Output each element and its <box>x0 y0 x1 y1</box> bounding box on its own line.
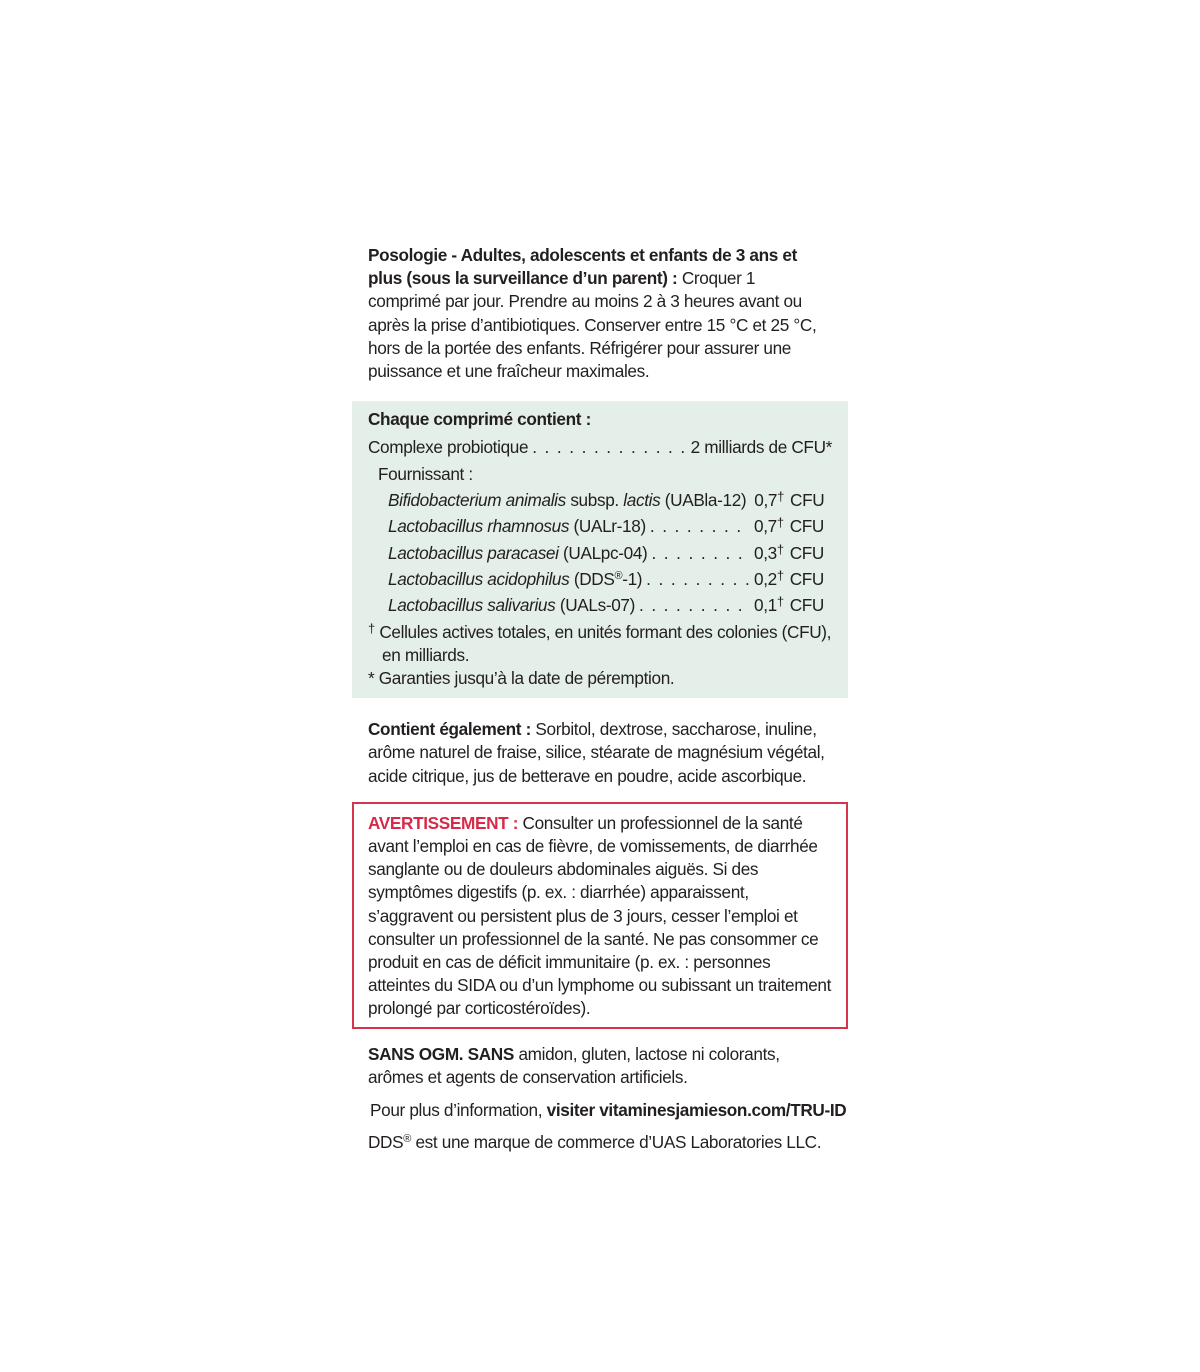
strain-name: Lactobacillus salivarius (UALs-07) <box>388 595 635 616</box>
providing-label: Fournissant : <box>378 463 473 484</box>
dosage-section <box>352 244 848 383</box>
info-link[interactable]: visiter vitaminesjamieson.com/TRU-ID <box>546 1099 847 1120</box>
other-ingredients <box>352 718 848 788</box>
info-text: Pour plus d’information, <box>370 1099 543 1120</box>
complex-value: 2 milliards de CFU* <box>690 437 832 458</box>
leader-dots <box>646 566 750 592</box>
strain-amount: 0,1† CFU <box>753 594 824 616</box>
leader-dots <box>651 540 750 566</box>
warning-text: Consulter un professionnel de la santé avant l’emploi en cas de fièvre, de vomissements, de diarrhée sanglante ou de douleurs abdominales aiguës. Si des symptômes digestifs (p. ex. : diarrhée) apparaissent, s’aggravent ou persistent plus de 3 jours, cesser l’emploi et consulter un professionnel de la santé. Ne pas consommer ce produit en cas de déficit immunitaire (p. ex. : personnes atteintes du SIDA ou d’un lymphome ou subissant un traitement prolongé par corticostéroïdes). <box>368 812 832 1019</box>
strain-name: Lactobacillus acidophilus (DDS®-1) <box>388 568 643 589</box>
info-line <box>352 1099 848 1122</box>
trademark-notice: DDS® est une marque de commerce d’UAS Laboratories LLC. <box>368 1132 822 1153</box>
other-ingredients-text: Sorbitol, dextrose, saccharose, inuline, arôme naturel de fraise, silice, stéarate de magnésium végétal, acide citrique, jus de betterave en poudre, acide ascorbique. <box>368 719 825 786</box>
strain-amount: 0,7† CFU <box>754 489 825 511</box>
strain-name: Lactobacillus paracasei (UALpc-04) <box>388 542 648 563</box>
free-from-text: amidon, gluten, lactose ni colorants, arômes et agents de conservation artificiels. <box>368 1043 780 1087</box>
strain-amount: 0,7† CFU <box>753 515 824 537</box>
facts-title: Chaque comprimé contient : <box>368 409 591 430</box>
warning-heading: AVERTISSEMENT : <box>368 812 519 833</box>
supplement-facts-panel <box>352 401 848 698</box>
free-from-bold: SANS OGM. SANS <box>368 1043 514 1064</box>
complex-row <box>368 434 832 460</box>
strain-row <box>368 540 832 566</box>
dosage-text: Croquer 1 comprimé par jour. Prendre au moins 2 à 3 heures avant ou après la prise d’antibiotiques. Conserver entre 15 °C et 25 °C, hors de la portée des enfants. Réfrigérer pour assurer une puissance et une fraîcheur maximales. <box>368 268 817 382</box>
leader-dots <box>532 434 686 460</box>
warning-box <box>352 802 848 1029</box>
complex-name: Complexe probiotique <box>368 437 529 458</box>
strain-name: Bifidobacterium animalis subsp. lactis (UABla-12) <box>388 490 747 511</box>
free-from-statement <box>352 1043 848 1089</box>
strain-row <box>368 592 832 618</box>
strain-amount: 0,2† CFU <box>753 567 824 589</box>
strain-row <box>368 487 832 513</box>
dagger-footnote: † Cellules actives totales, en unités formant des colonies (CFU), <box>368 620 832 642</box>
strain-row <box>368 513 832 539</box>
star-footnote: * Garanties jusqu’à la date de péremption. <box>368 667 675 688</box>
dagger-footnote-cont: en milliards. <box>382 644 470 665</box>
leader-dots <box>639 592 750 618</box>
strain-amount: 0,3† CFU <box>753 541 824 563</box>
product-label-text <box>352 244 848 1154</box>
leader-dots <box>650 513 750 539</box>
strain-row <box>368 566 832 592</box>
strain-name: Lactobacillus rhamnosus (UALr-18) <box>388 516 646 537</box>
providing-row <box>368 461 832 487</box>
other-ingredients-heading: Contient également : <box>368 719 531 740</box>
dosage-heading: Posologie - Adultes, adolescents et enfants de 3 ans et plus (sous la surveillance d’un parent) : <box>368 245 798 289</box>
